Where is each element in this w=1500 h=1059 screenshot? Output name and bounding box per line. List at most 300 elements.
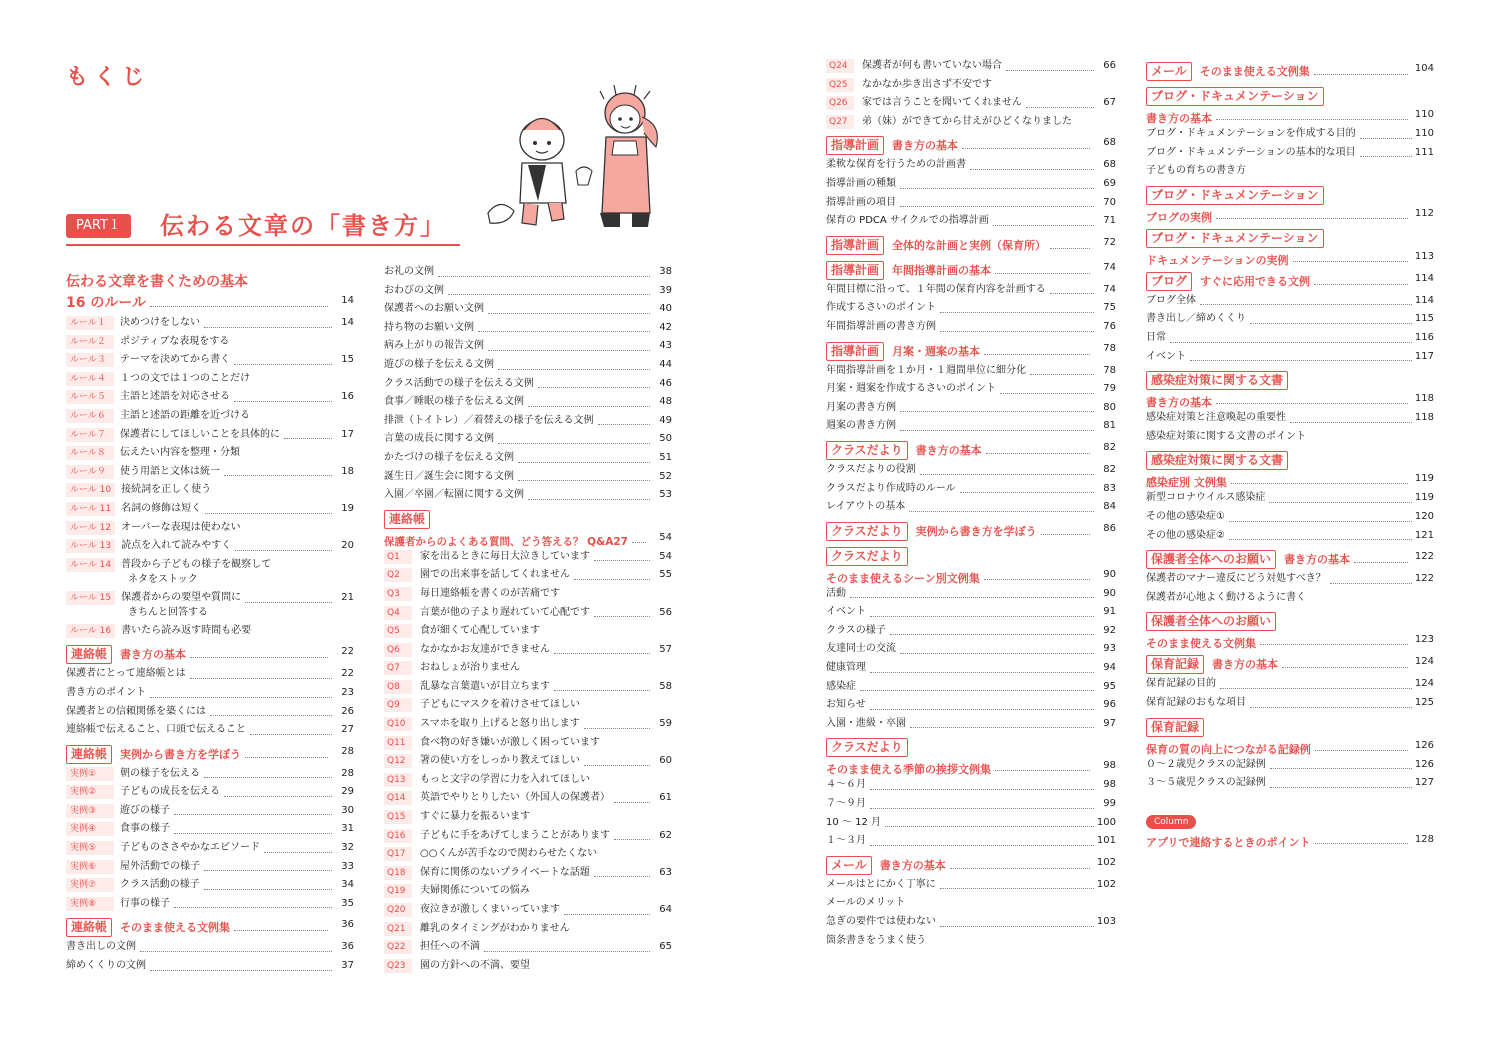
section-subtitle: 感染症別 文例集 [1146, 476, 1227, 490]
toc-entry[interactable] [66, 622, 354, 641]
toc-entry-label [1146, 508, 1225, 527]
entry-title: ７～９月 [826, 798, 866, 810]
page-number: 36 [341, 919, 354, 931]
toc-entry[interactable] [826, 678, 1116, 697]
section-header[interactable] [1146, 184, 1434, 206]
dotted-leader [234, 930, 328, 931]
section-subtitle: ドキュメンテーションの実例 [1146, 253, 1289, 267]
dotted-leader [850, 597, 1094, 598]
toc-entry[interactable] [66, 820, 354, 839]
toc-entry-label [384, 337, 484, 356]
entry-title: 年間指導計画の書き方例 [826, 320, 936, 332]
toc-entry[interactable] [384, 678, 672, 697]
toc-entry[interactable] [1146, 144, 1434, 163]
dotted-leader [910, 727, 1094, 728]
toc-entry[interactable] [1146, 589, 1434, 608]
toc-entry[interactable] [826, 814, 1116, 833]
toc-entry[interactable] [66, 858, 354, 877]
toc-entry[interactable] [384, 957, 672, 976]
toc-entry-label [384, 659, 520, 678]
toc-entry[interactable] [826, 913, 1116, 932]
toc-entry[interactable] [384, 604, 672, 623]
entry-prefix: ルール９ [66, 465, 114, 479]
entry-title: 使う用語と文体は統一 [120, 465, 220, 477]
toc-entry[interactable] [826, 281, 1116, 300]
entry-title: １つの文では１つのことだけ [120, 372, 250, 384]
column-entry[interactable] [1146, 831, 1434, 851]
toc-entry[interactable] [384, 412, 672, 431]
entry-prefix: 実例⑤ [66, 841, 114, 855]
toc-entry-label [826, 399, 896, 418]
toc-entry[interactable] [66, 802, 354, 821]
toc-entry[interactable] [826, 776, 1116, 795]
section-header[interactable] [826, 520, 1116, 542]
entry-prefix: Q8 [384, 680, 412, 694]
entry-title: 普段から子どもの様子を観察して [121, 558, 272, 570]
section-header[interactable] [66, 643, 354, 665]
entry-title: 保護者へのお願い文例 [384, 303, 484, 315]
page-number: 31 [341, 823, 354, 835]
toc-entry-label [1146, 774, 1266, 793]
entry-title: もっと文字の学習に力を入れてほしい [420, 773, 590, 785]
toc-entry[interactable] [384, 659, 672, 678]
toc-entry[interactable] [384, 486, 672, 505]
page-number: 58 [659, 680, 672, 692]
section-label-box: 感染症対策に関する文書 [1146, 371, 1288, 390]
section-header[interactable] [826, 545, 1116, 567]
toc-entry[interactable] [826, 715, 1116, 734]
page-number: 70 [1103, 196, 1116, 208]
section-heading-text: 16 のルール [66, 295, 147, 311]
section-title: 書き方の基本 [1212, 658, 1279, 672]
dotted-leader [900, 188, 1094, 189]
dotted-leader [204, 327, 332, 328]
toc-entry-label [66, 519, 241, 538]
entry-prefix: 実例⑧ [66, 897, 114, 911]
toc-entry-label [826, 113, 1072, 132]
toc-entry[interactable] [826, 175, 1116, 194]
toc-entry[interactable] [66, 388, 354, 407]
toc-entry[interactable] [384, 430, 672, 449]
entry-title: テーマを決めてから書く [120, 354, 230, 366]
toc-entry[interactable] [66, 444, 354, 463]
section-header[interactable] [826, 234, 1116, 256]
page-number: 100 [1096, 816, 1116, 828]
toc-entry[interactable] [1146, 675, 1434, 694]
toc-entry[interactable] [66, 839, 354, 858]
toc-entry[interactable] [384, 585, 672, 604]
section-title: そのまま使える文例集 [1199, 65, 1310, 78]
toc-entry[interactable] [66, 895, 354, 914]
section-header[interactable] [826, 134, 1116, 156]
toc-entry[interactable] [384, 641, 672, 660]
toc-entry[interactable] [384, 282, 672, 301]
entry-title: スマホを取り上げると怒り出します [420, 718, 580, 730]
page-number: 121 [1414, 529, 1434, 541]
toc-entry-label [826, 795, 866, 814]
toc-entry-label [384, 715, 580, 734]
toc-entry[interactable] [384, 901, 672, 920]
entry-title: なかなかお友達ができません [420, 643, 550, 655]
toc-entry-label [384, 789, 610, 808]
entry-title: その他の感染症② [1146, 529, 1225, 541]
part-underline [66, 244, 460, 246]
toc-entry-label [826, 362, 1026, 381]
entry-title: ポジティブな表現をする [120, 335, 230, 347]
entry-title: 感染症対策に関する文書のポイント [1146, 430, 1306, 442]
dotted-leader [962, 148, 1090, 149]
entry-prefix: ルール 14 [66, 558, 115, 572]
toc-entry-label [826, 776, 866, 795]
section-heading-line2[interactable] [66, 292, 354, 314]
toc-entry[interactable] [384, 938, 672, 957]
section-header[interactable] [1146, 227, 1434, 249]
toc-entry[interactable] [384, 845, 672, 864]
entry-title: ３～５歳児クラスの記録例 [1146, 777, 1266, 789]
toc-entry[interactable] [66, 104, 352, 123]
toc-entry-label [66, 426, 280, 445]
page-number: 98 [1103, 760, 1116, 772]
toc-entry[interactable] [66, 160, 352, 179]
toc-entry[interactable] [66, 407, 354, 426]
toc-entry[interactable] [1146, 489, 1434, 508]
toc-entry[interactable] [826, 832, 1116, 851]
dotted-leader [900, 206, 1094, 207]
toc-entry[interactable] [384, 864, 672, 883]
toc-entry[interactable] [826, 480, 1116, 499]
entry-title: 子どもに手をあげてしまうことがあります [420, 829, 610, 841]
toc-entry[interactable] [384, 696, 672, 715]
toc-entry-label [66, 314, 200, 333]
toc-entry[interactable] [1146, 756, 1434, 775]
toc-entry[interactable] [826, 76, 1116, 95]
toc-entry[interactable] [826, 795, 1116, 814]
toc-entry-label [384, 827, 610, 846]
toc-entry[interactable] [384, 393, 672, 412]
section-header[interactable] [384, 508, 672, 530]
toc-entry[interactable] [826, 461, 1116, 480]
toc-entry[interactable] [66, 370, 354, 389]
dotted-leader [632, 542, 646, 543]
toc-entry[interactable] [1146, 329, 1434, 348]
dotted-leader [478, 331, 650, 332]
toc-entry[interactable] [826, 585, 1116, 604]
toc-entry[interactable] [66, 589, 354, 622]
page-number: 66 [1103, 60, 1116, 71]
toc-entry[interactable] [1146, 162, 1434, 181]
toc-entry[interactable] [826, 894, 1116, 913]
dotted-leader [594, 876, 650, 877]
entry-title: 誕生日／誕生会に関する文例 [384, 470, 514, 482]
entry-title: 友達同士の交流 [826, 643, 896, 655]
toc-entry-label [66, 351, 230, 370]
toc-entry[interactable] [66, 721, 354, 740]
toc-entry[interactable] [826, 399, 1116, 418]
section-header[interactable] [1146, 60, 1434, 82]
section-header[interactable] [1146, 449, 1434, 471]
dotted-leader [174, 814, 332, 815]
dotted-leader [920, 474, 1094, 475]
toc-entry[interactable] [66, 351, 354, 370]
dotted-leader [900, 411, 1094, 412]
entry-title: 主語と述語の距離を近づける [120, 409, 250, 421]
toc-entry-label [826, 932, 926, 951]
dotted-leader [900, 653, 1094, 654]
toc-entry[interactable] [1146, 125, 1434, 144]
toc-entry-label [826, 603, 866, 622]
toc-entry[interactable] [384, 882, 672, 901]
toc-entry-label [66, 783, 220, 802]
toc-entry[interactable] [66, 765, 354, 784]
toc-entry-label [826, 696, 866, 715]
dotted-leader [1270, 768, 1412, 769]
page-number: 55 [659, 569, 672, 581]
toc-entry[interactable] [826, 622, 1116, 641]
section-header[interactable] [66, 916, 354, 938]
page-number: 80 [1103, 401, 1116, 413]
toc-entry[interactable] [1146, 348, 1434, 367]
dotted-leader [204, 889, 332, 890]
entry-prefix: ルール６ [66, 409, 114, 423]
toc-entry[interactable] [384, 375, 672, 394]
page-number: 81 [1103, 420, 1116, 432]
dotted-leader [245, 757, 328, 758]
toc-entry-label [826, 678, 856, 697]
entry-title: クラス活動での様子を伝える文例 [384, 377, 534, 389]
entry-prefix: ルール 15 [66, 591, 115, 605]
toc-entry[interactable] [66, 684, 354, 703]
column-badge-row [1146, 809, 1434, 829]
toc-entry-label [384, 771, 590, 790]
toc-entry[interactable] [826, 417, 1116, 436]
toc-entry[interactable] [384, 622, 672, 641]
section-label-box: クラスだより [826, 738, 908, 757]
toc-entry[interactable] [384, 920, 672, 939]
toc-entry[interactable] [826, 640, 1116, 659]
entry-title: 屋外活動での様子 [120, 860, 200, 872]
section-header[interactable] [1146, 369, 1434, 391]
section-header[interactable] [1146, 653, 1434, 675]
toc-entry[interactable] [1146, 774, 1434, 793]
page-number: 38 [659, 266, 672, 277]
entry-title: 活動 [826, 587, 846, 599]
toc-entry[interactable] [66, 333, 354, 352]
entry-title: 保育に関係のないプライベートな話題 [420, 866, 590, 878]
section-header[interactable] [1146, 716, 1434, 738]
toc-entry[interactable] [66, 665, 354, 684]
section-subtitle-row [1146, 206, 1434, 224]
toc-entry[interactable] [826, 94, 1116, 113]
entry-title: 連絡帳で伝えること、口頭で伝えること [66, 724, 246, 736]
dotted-leader [1026, 107, 1094, 108]
toc-entry[interactable] [384, 771, 672, 790]
toc-entry-label [826, 417, 896, 436]
toc-entry-label [384, 375, 534, 394]
toc-entry[interactable] [384, 300, 672, 319]
toc-entry[interactable] [384, 548, 672, 567]
entry-prefix: Q20 [384, 903, 412, 917]
dotted-leader [950, 868, 1090, 869]
toc-entry[interactable] [826, 659, 1116, 678]
toc-entry-label [66, 622, 251, 641]
toc-entry[interactable] [826, 498, 1116, 517]
section-header[interactable] [826, 736, 1116, 758]
toc-entry-label [384, 641, 550, 660]
section-label-box: 保育記録 [1146, 655, 1204, 674]
section-subtitle: そのまま使えるシーン別文例集 [826, 571, 980, 585]
toc-entry[interactable] [826, 212, 1116, 231]
page-number: 78 [1103, 364, 1116, 376]
dotted-leader [190, 657, 328, 658]
dotted-leader [438, 276, 650, 277]
dotted-leader [1330, 583, 1412, 584]
section-title: 書き方の基本 [915, 443, 982, 457]
toc-entry[interactable] [66, 957, 354, 976]
child-figure [488, 119, 566, 226]
toc-entry[interactable] [66, 141, 352, 160]
page-number: 95 [1103, 680, 1116, 692]
entry-prefix: ルール 11 [66, 502, 115, 516]
toc-entry[interactable] [826, 57, 1116, 76]
toc-entry[interactable] [826, 696, 1116, 715]
dotted-leader [538, 387, 650, 388]
section-header[interactable] [826, 259, 1116, 281]
toc-entry[interactable] [66, 519, 354, 538]
page-number: 35 [341, 897, 354, 909]
toc-entry[interactable] [384, 827, 672, 846]
section-header[interactable] [826, 854, 1116, 876]
toc-entry-label [384, 319, 474, 338]
intro-list [66, 104, 352, 178]
toc-entry[interactable] [384, 319, 672, 338]
toc-entry-label [384, 678, 550, 697]
toc-entry[interactable] [384, 566, 672, 585]
page-number: 34 [341, 879, 354, 891]
toc-entry[interactable] [1146, 292, 1434, 311]
page-number: 15 [341, 354, 354, 366]
section-header[interactable] [1146, 610, 1434, 632]
toc-entry[interactable] [1146, 694, 1434, 713]
toc-entry-label [384, 845, 597, 864]
toc-entry-label [826, 212, 989, 231]
section-subtitle-row [826, 567, 1116, 585]
toc-entry[interactable] [384, 356, 672, 375]
entry-prefix: Q19 [384, 884, 412, 898]
toc-entry[interactable] [384, 468, 672, 487]
toc-entry[interactable] [826, 380, 1116, 399]
toc-entry[interactable] [1146, 310, 1434, 329]
toc-entry[interactable] [384, 734, 672, 753]
toc-entry[interactable] [66, 783, 354, 802]
toc-entry[interactable] [826, 876, 1116, 895]
dotted-leader [1170, 342, 1412, 343]
toc-entry[interactable] [826, 156, 1116, 175]
toc-entry[interactable] [1146, 527, 1434, 546]
section-header[interactable] [826, 439, 1116, 461]
page-number: 97 [1103, 717, 1116, 729]
section-label-box: 連絡帳 [66, 918, 112, 937]
toc-entry[interactable] [1146, 508, 1434, 527]
entry-prefix: ルール７ [66, 428, 114, 442]
section-header[interactable] [1146, 270, 1434, 292]
section-label-box: 保育記録 [1146, 718, 1204, 737]
toc-entry-label [384, 622, 540, 641]
toc-entry[interactable] [826, 932, 1116, 951]
entry-title: ０～２歳児クラスの記録例 [1146, 758, 1266, 770]
section-header[interactable] [66, 743, 354, 765]
toc-entry[interactable] [826, 113, 1116, 132]
toc-entry-label [1146, 292, 1196, 311]
toc-entry-label [1146, 310, 1246, 329]
toc-entry[interactable] [384, 808, 672, 827]
toc-entry-label [826, 913, 936, 932]
section-label-box: 指導計画 [826, 261, 884, 280]
toc-entry[interactable] [384, 789, 672, 808]
dotted-leader [150, 306, 328, 307]
toc-entry[interactable] [66, 537, 354, 556]
toc-entry-label [826, 832, 866, 851]
dotted-leader [960, 492, 1095, 493]
toc-entry[interactable] [66, 426, 354, 445]
toc-entry[interactable] [66, 481, 354, 500]
section-label-box: ブログ・ドキュメンテーション [1146, 229, 1324, 248]
entry-title: 書いたら読み返す時間も必要 [121, 624, 252, 636]
entry-title: 健康管理 [826, 662, 866, 674]
page-number: 49 [659, 414, 672, 426]
dotted-leader [564, 914, 650, 915]
toc-entry[interactable] [826, 299, 1116, 318]
page-number: 29 [341, 786, 354, 798]
section-header[interactable] [826, 340, 1116, 362]
page-number: 128 [1414, 833, 1434, 845]
toc-entry[interactable] [66, 938, 354, 957]
section-header[interactable] [1146, 85, 1434, 107]
entry-prefix: ルール３ [66, 353, 114, 367]
toc-entry[interactable] [66, 703, 354, 722]
toc-entry[interactable] [384, 715, 672, 734]
toc-entry[interactable] [66, 556, 354, 589]
toc-entry[interactable] [1146, 428, 1434, 447]
toc-entry[interactable] [66, 314, 354, 333]
toc-entry[interactable] [66, 463, 354, 482]
toc-entry[interactable] [384, 337, 672, 356]
toc-entry[interactable] [66, 123, 352, 142]
section-header[interactable] [1146, 548, 1434, 570]
toc-entry[interactable] [826, 362, 1116, 381]
toc-entry[interactable] [66, 500, 354, 519]
section-subtitle: そのまま使える季節の挨拶文例集 [826, 763, 991, 777]
entry-prefix: Q13 [384, 773, 412, 787]
toc-entry[interactable] [384, 449, 672, 468]
toc-entry[interactable] [384, 752, 672, 771]
toc-entry[interactable] [66, 876, 354, 895]
entry-title: 伝えたい内容を整理・分類 [120, 447, 240, 459]
dotted-leader [264, 852, 332, 853]
section-label-box: 指導計画 [826, 236, 884, 255]
toc-entry[interactable] [826, 603, 1116, 622]
toc-entry[interactable] [826, 194, 1116, 213]
section-label-box: 指導計画 [826, 136, 884, 155]
toc-entry[interactable] [826, 318, 1116, 337]
page-number: 54 [659, 531, 672, 543]
toc-entry[interactable] [384, 263, 672, 282]
entry-title: 言葉が他の子より遅れていて心配です [420, 606, 590, 618]
section-subtitle-row [1146, 391, 1434, 409]
toc-entry[interactable] [1146, 409, 1434, 428]
toc-entry[interactable] [1146, 570, 1434, 589]
page-number: 92 [1103, 624, 1116, 636]
toc-entry-label [1146, 409, 1286, 428]
